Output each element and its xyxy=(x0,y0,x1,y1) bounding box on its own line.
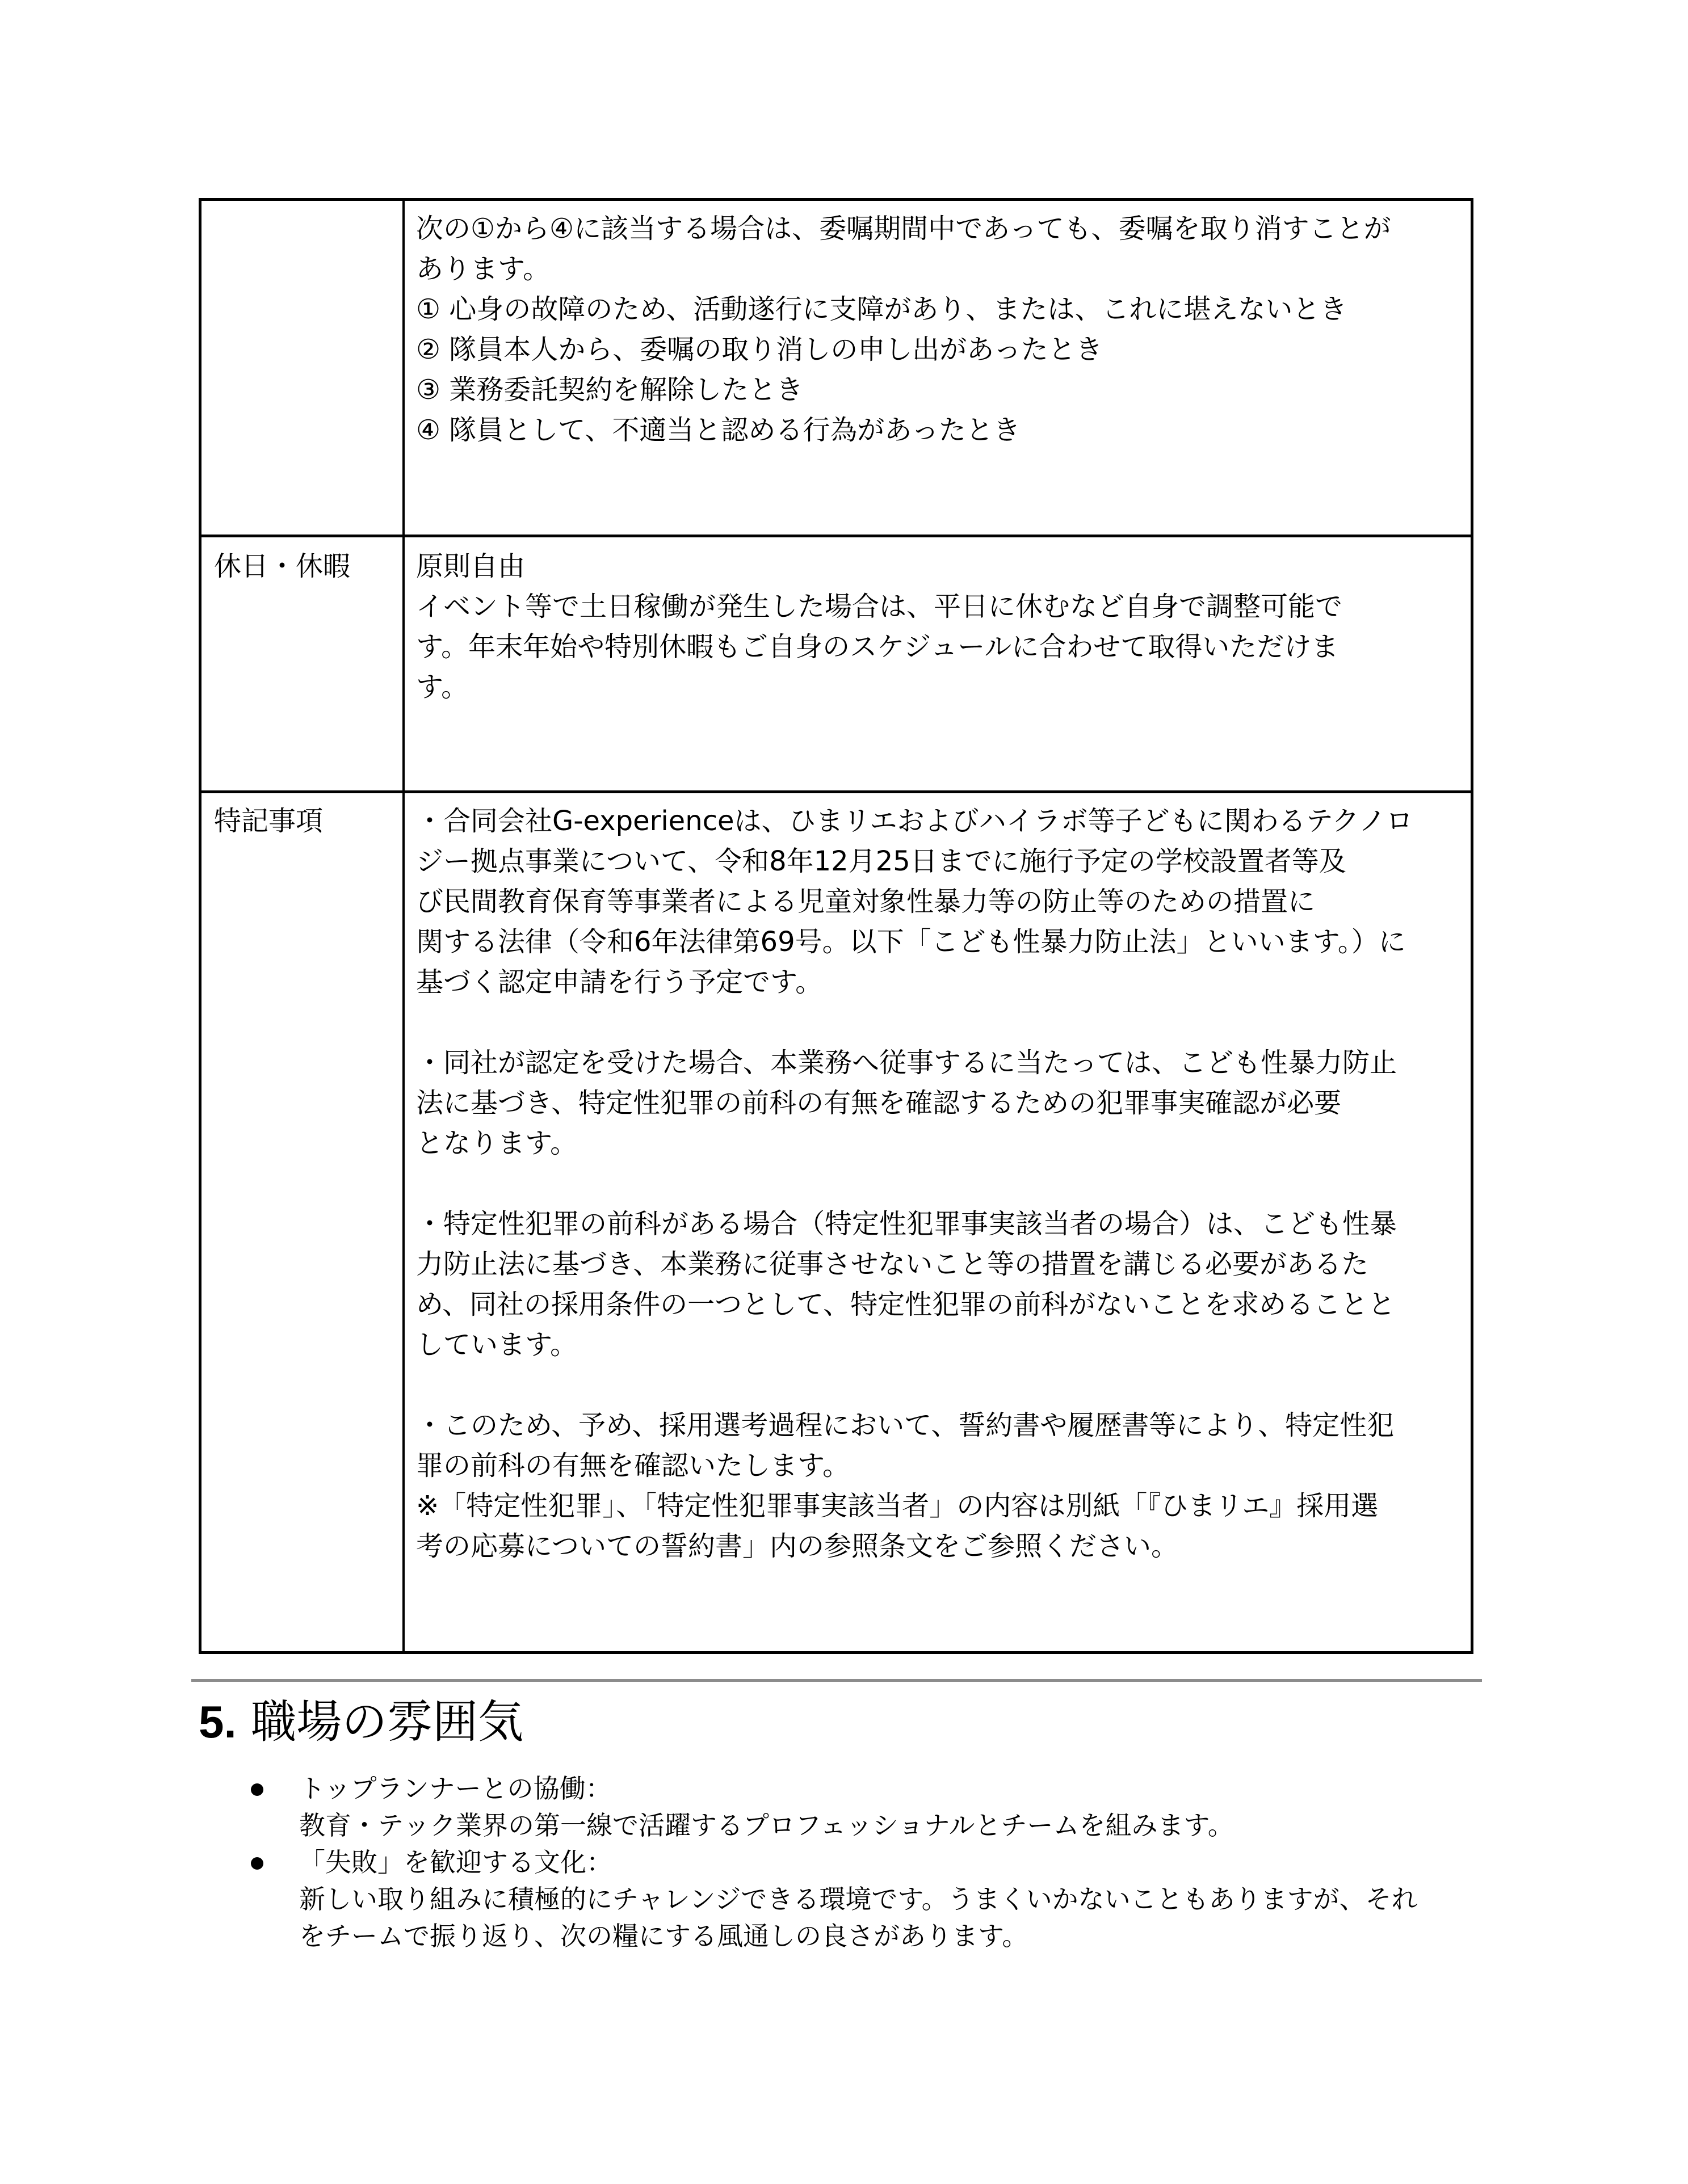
text-line: しています。 xyxy=(416,1329,578,1361)
text-line: 次の①から④に該当する場合は、委嘱期間中であっても、委嘱を取り消すことが xyxy=(416,213,1391,245)
section-heading xyxy=(199,1694,523,1750)
table-row-divider xyxy=(199,790,1473,793)
text-line: す。年末年始や特別休暇もご自身のスケジュールに合わせて取得いただけま xyxy=(416,631,1339,663)
table-column-divider xyxy=(402,198,405,1654)
list-item-text: 新しい取り組みに積極的にチャレンジできる環境です。うまくいかないこともありますが、それ xyxy=(299,1884,1418,1914)
text-line: 考の応募についての誓約書」内の参照条文をご参照ください。 xyxy=(416,1530,1179,1562)
text-line: す。 xyxy=(416,671,469,703)
list-item-text: をチームで振り返り、次の糧にする風通しの良さがあります。 xyxy=(299,1921,1028,1951)
row-label-holidays: 休日・休暇 xyxy=(214,550,351,582)
text-line: イベント等で土日稼働が発生した場合は、平日に休むなど自身で調整可能で xyxy=(416,591,1343,622)
text-line: ・合同会社G-experienceは、ひまリエおよびハイラボ等子どもに関わるテクノロ xyxy=(416,805,1413,837)
text-line: め、同社の採用条件の一つとして、特定性犯罪の前科がないことを求めることと xyxy=(416,1289,1396,1320)
paragraph-gap xyxy=(416,1003,1460,1043)
text-line: ④ 隊員として、不適当と認める行為があったとき xyxy=(416,414,1021,446)
text-line: 法に基づき、特定性犯罪の前科の有無を確認するための犯罪事実確認が必要 xyxy=(416,1087,1342,1119)
list-item xyxy=(238,1844,1515,1955)
atmosphere-list xyxy=(238,1770,1515,1955)
text-line: ジー拠点事業について、令和8年12月25日までに施行予定の学校設置者等及 xyxy=(416,845,1346,877)
list-item-heading: 「失敗」を歓迎する文化： xyxy=(299,1847,612,1878)
horizontal-rule xyxy=(191,1679,1482,1682)
text-line: ・特定性犯罪の前科がある場合（特定性犯罪事実該当者の場合）は、こども性暴 xyxy=(416,1208,1397,1240)
text-line: 関する法律（令和6年法律第69号。以下「こども性暴力防止法」といいます。）に xyxy=(416,926,1406,958)
bullet-icon xyxy=(251,1857,263,1870)
table-row-special-notes-content xyxy=(416,801,1460,1567)
row-label-special-notes: 特記事項 xyxy=(214,805,324,837)
text-line: となります。 xyxy=(416,1127,578,1159)
section-number: 5. xyxy=(199,1697,237,1747)
text-line: ① 心身の故障のため、活動遂行に支障があり、または、これに堪えないとき xyxy=(416,293,1347,325)
bullet-icon xyxy=(251,1783,263,1796)
text-line: ③ 業務委託契約を解除したとき xyxy=(416,374,804,406)
table-row-holidays-content xyxy=(416,546,1460,708)
list-item-text: 教育・テック業界の第一線で活躍するプロフェッショナルとチームを組みます。 xyxy=(299,1810,1234,1841)
text-line: び民間教育保育等事業者による児童対象性暴力等の防止等のための措置に xyxy=(416,886,1316,918)
list-item xyxy=(238,1770,1515,1844)
paragraph-gap xyxy=(416,1365,1460,1405)
text-line: ・同社が認定を受けた場合、本業務へ従事するに当たっては、こども性暴力防止 xyxy=(416,1047,1397,1079)
table-row-dismissal-content xyxy=(416,209,1460,451)
text-line: ・このため、予め、採用選考過程において、誓約書や履歴書等により、特定性犯 xyxy=(416,1409,1395,1441)
text-line: ② 隊員本人から、委嘱の取り消しの申し出があったとき xyxy=(416,334,1103,365)
table-row-divider xyxy=(199,535,1473,537)
text-line: 力防止法に基づき、本業務に従事させないこと等の措置を講じる必要があるた xyxy=(416,1248,1369,1280)
text-line: 基づく認定申請を行う予定です。 xyxy=(416,966,823,998)
text-line: 罪の前科の有無を確認いたします。 xyxy=(416,1450,850,1482)
section-title: 職場の雰囲気 xyxy=(251,1695,524,1748)
text-line: 原則自由 xyxy=(416,550,526,582)
text-line: あります。 xyxy=(416,253,551,285)
list-item-heading: トップランナーとの協働： xyxy=(299,1773,612,1804)
text-line: ※「特定性犯罪」、「特定性犯罪事実該当者」の内容は別紙「『ひまリエ』採用選 xyxy=(416,1490,1379,1522)
paragraph-gap xyxy=(416,1164,1460,1204)
